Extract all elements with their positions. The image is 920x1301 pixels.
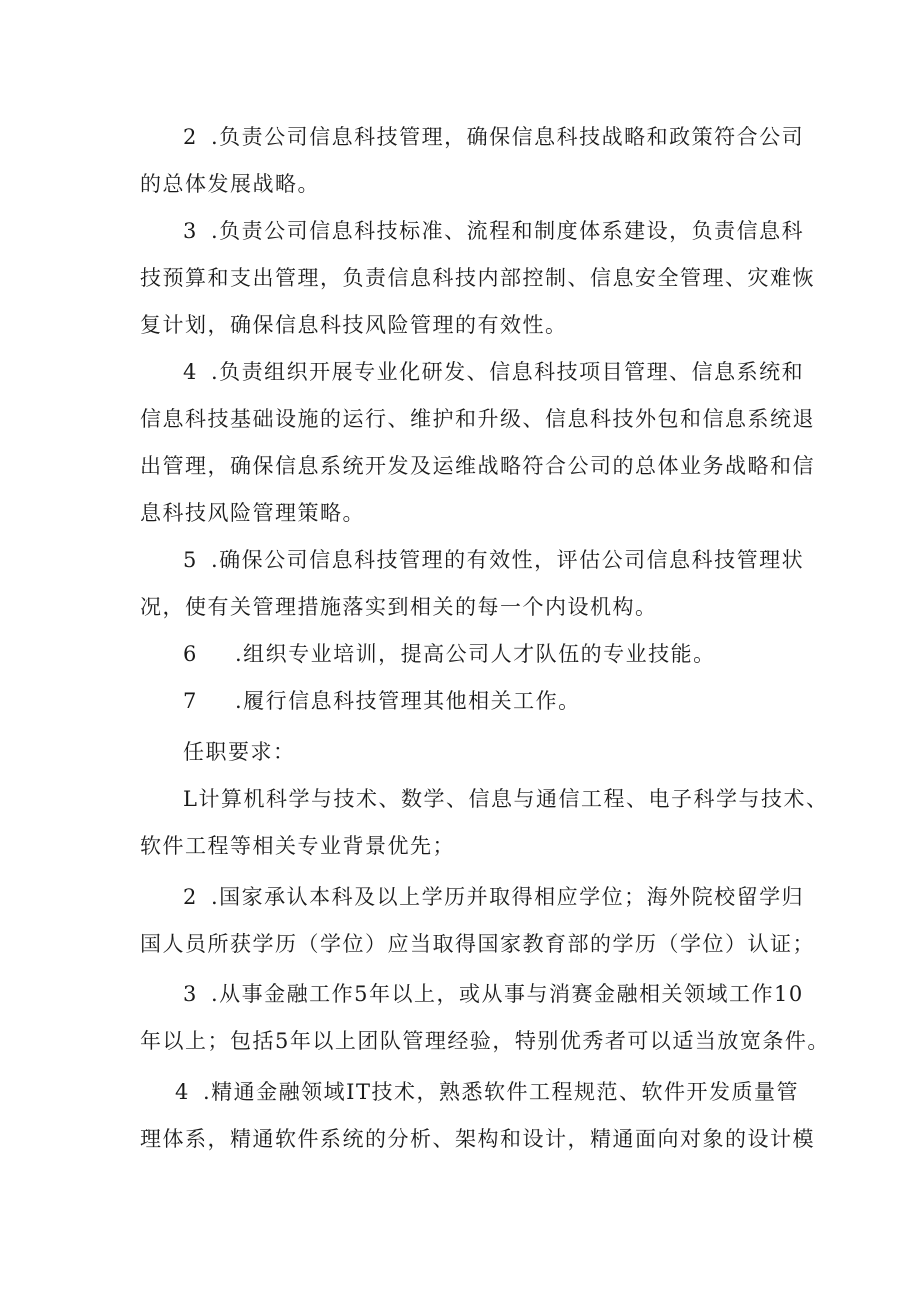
duty-4-line-3: 出管理，确保信息系统开发及运维战略符合公司的总体业务战略和信	[140, 454, 815, 478]
requirement-1-line-2: 软件工程等相关专业背景优先；	[140, 834, 455, 858]
duty-4-line-2: 信息科技基础设施的运行、维护和升级、信息科技外包和信息系统退	[140, 407, 815, 431]
duty-2-text: .负责公司信息科技管理，确保信息科技战略和政策符合公司	[211, 125, 805, 149]
duty-5-line-2: 况，使有关管理措施落实到相关的每一个内设机构。	[140, 595, 658, 619]
duty-3-text: .负责公司信息科技标准、流程和制度体系建设，负责信息科	[211, 219, 805, 243]
requirement-4-line-2: 理体系，精通软件系统的分析、架构和设计，精通面向对象的设计模	[140, 1127, 815, 1151]
duty-5-number: 5	[183, 548, 198, 572]
duty-7-line-1	[183, 685, 833, 717]
duty-6-number: 6	[183, 642, 198, 666]
duty-2-line-1	[183, 121, 833, 153]
duty-3-line-2: 技预算和支出管理，负责信息科技内部控制、信息安全管理、灾难恢	[140, 266, 815, 290]
duty-4-text: .负责组织开展专业化研发、信息科技项目管理、信息系统和	[211, 360, 805, 384]
duty-6-line-1	[183, 638, 833, 670]
duty-4-line-1	[183, 356, 833, 388]
requirement-2-number: 2	[183, 885, 198, 909]
requirement-3-line-1	[183, 978, 833, 1010]
duty-2-line-2: 的总体发展战略。	[140, 172, 320, 196]
duty-6-text: .组织专业培训，提高公司人才队伍的专业技能。	[235, 642, 716, 666]
requirement-1-line-1: L计算机科学与技术、数学、信息与通信工程、电子科学与技术、	[183, 787, 829, 811]
duty-7-text: .履行信息科技管理其他相关工作。	[235, 689, 581, 713]
duty-4-line-4: 息科技风险管理策略。	[140, 501, 365, 525]
requirement-2-line-1	[183, 881, 833, 913]
duty-5-text: .确保公司信息科技管理的有效性，评估公司信息科技管理状	[211, 548, 805, 572]
duty-3-number: 3	[183, 219, 198, 243]
duty-7-number: 7	[183, 689, 198, 713]
requirement-3-line-2: 年以上；包括5年以上团队管理经验，特别优秀者可以适当放宽条件。	[140, 1029, 830, 1053]
duty-3-line-3: 复计划，确保信息科技风险管理的有效性。	[140, 313, 568, 337]
duty-4-number: 4	[183, 360, 198, 384]
requirement-4-text: .精通金融领域IT技术，熟悉软件工程规范、软件开发质量管	[203, 1080, 799, 1104]
duty-2-number: 2	[183, 125, 198, 149]
requirement-2-text: .国家承认本科及以上学历并取得相应学位；海外院校留学归	[211, 885, 805, 909]
requirement-3-number: 3	[183, 982, 198, 1006]
duty-3-line-1	[183, 215, 833, 247]
requirement-4-number: 4	[175, 1080, 190, 1104]
requirement-4-line-1	[175, 1076, 825, 1108]
duty-5-line-1	[183, 544, 833, 576]
requirement-3-text: .从事金融工作5年以上，或从事与消赛金融相关领域工作10	[211, 982, 804, 1006]
requirement-2-line-2: 国人员所获学历（学位）应当取得国家教育部的学历（学位）认证；	[140, 932, 815, 956]
requirements-heading: 任职要求：	[183, 740, 296, 764]
